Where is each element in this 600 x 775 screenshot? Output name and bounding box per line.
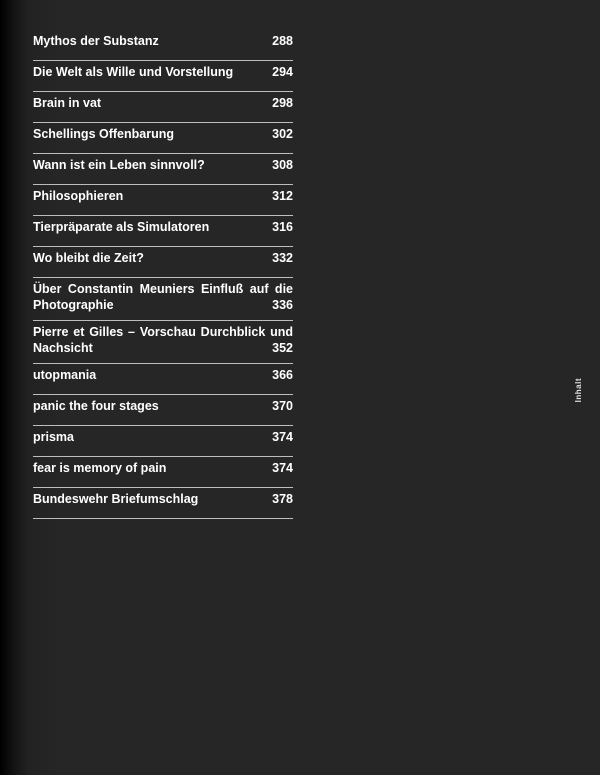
toc-entry-title: Tierpräparate als Simulatoren <box>33 220 210 234</box>
toc-entry <box>33 30 293 61</box>
toc-entry-page: 366 <box>272 368 293 382</box>
toc-entry-page: 294 <box>272 65 293 79</box>
toc-entry <box>33 488 293 519</box>
toc-entry-page: 378 <box>272 492 293 506</box>
toc-entry-page: 288 <box>272 34 293 48</box>
toc-entry-page: 298 <box>272 96 293 110</box>
toc-entry-title: Brain in vat <box>33 96 102 110</box>
toc-entry <box>33 395 293 426</box>
toc-entry <box>33 154 293 185</box>
toc-entry-page: 374 <box>272 461 293 475</box>
toc-entry <box>33 426 293 457</box>
toc-entry-title: panic the four stages <box>33 399 159 413</box>
toc-entry-title-line2: Photographie <box>33 298 114 312</box>
toc-entry-page: 302 <box>272 127 293 141</box>
toc-entry <box>33 321 293 364</box>
toc-entry-title: Wo bleibt die Zeit? <box>33 251 144 265</box>
toc-entry-title: utopmania <box>33 368 97 382</box>
toc-entry-title: Die Welt als Wille und Vorstellung <box>33 65 234 79</box>
toc-entry-page: 374 <box>272 430 293 444</box>
toc-entry-title: Mythos der Substanz <box>33 34 159 48</box>
toc-entry <box>33 216 293 247</box>
toc-entry <box>33 61 293 92</box>
toc-entry <box>33 278 293 321</box>
toc-entry-title: Bundeswehr Briefumschlag <box>33 492 199 506</box>
toc-entry-page: 332 <box>272 251 293 265</box>
toc-entry-page: 370 <box>272 399 293 413</box>
toc-entry-title: Schellings Offenbarung <box>33 127 174 141</box>
section-label: Inhalt <box>574 378 583 403</box>
toc-entry-title: Philosophieren <box>33 189 124 203</box>
toc-entry-title-line2: Nachsicht <box>33 341 93 355</box>
toc-entry-title-line1: Pierre et Gilles – Vorschau Durchblick und <box>33 325 293 339</box>
toc-entry-page: 308 <box>272 158 293 172</box>
table-of-contents <box>33 30 293 519</box>
toc-entry-page: 336 <box>272 298 293 312</box>
toc-entry-page: 312 <box>272 189 293 203</box>
toc-entry <box>33 185 293 216</box>
toc-entry-page: 316 <box>272 220 293 234</box>
toc-entry-title: prisma <box>33 430 74 444</box>
toc-entry-page: 352 <box>272 341 293 355</box>
toc-entry <box>33 123 293 154</box>
toc-entry <box>33 92 293 123</box>
toc-entry-title: Wann ist ein Leben sinnvoll? <box>33 158 205 172</box>
toc-entry <box>33 457 293 488</box>
toc-entry-title: fear is memory of pain <box>33 461 167 475</box>
toc-entry-title-line1: Über Constantin Meuniers Einfluß auf die <box>33 282 293 296</box>
toc-entry <box>33 247 293 278</box>
toc-entry <box>33 364 293 395</box>
